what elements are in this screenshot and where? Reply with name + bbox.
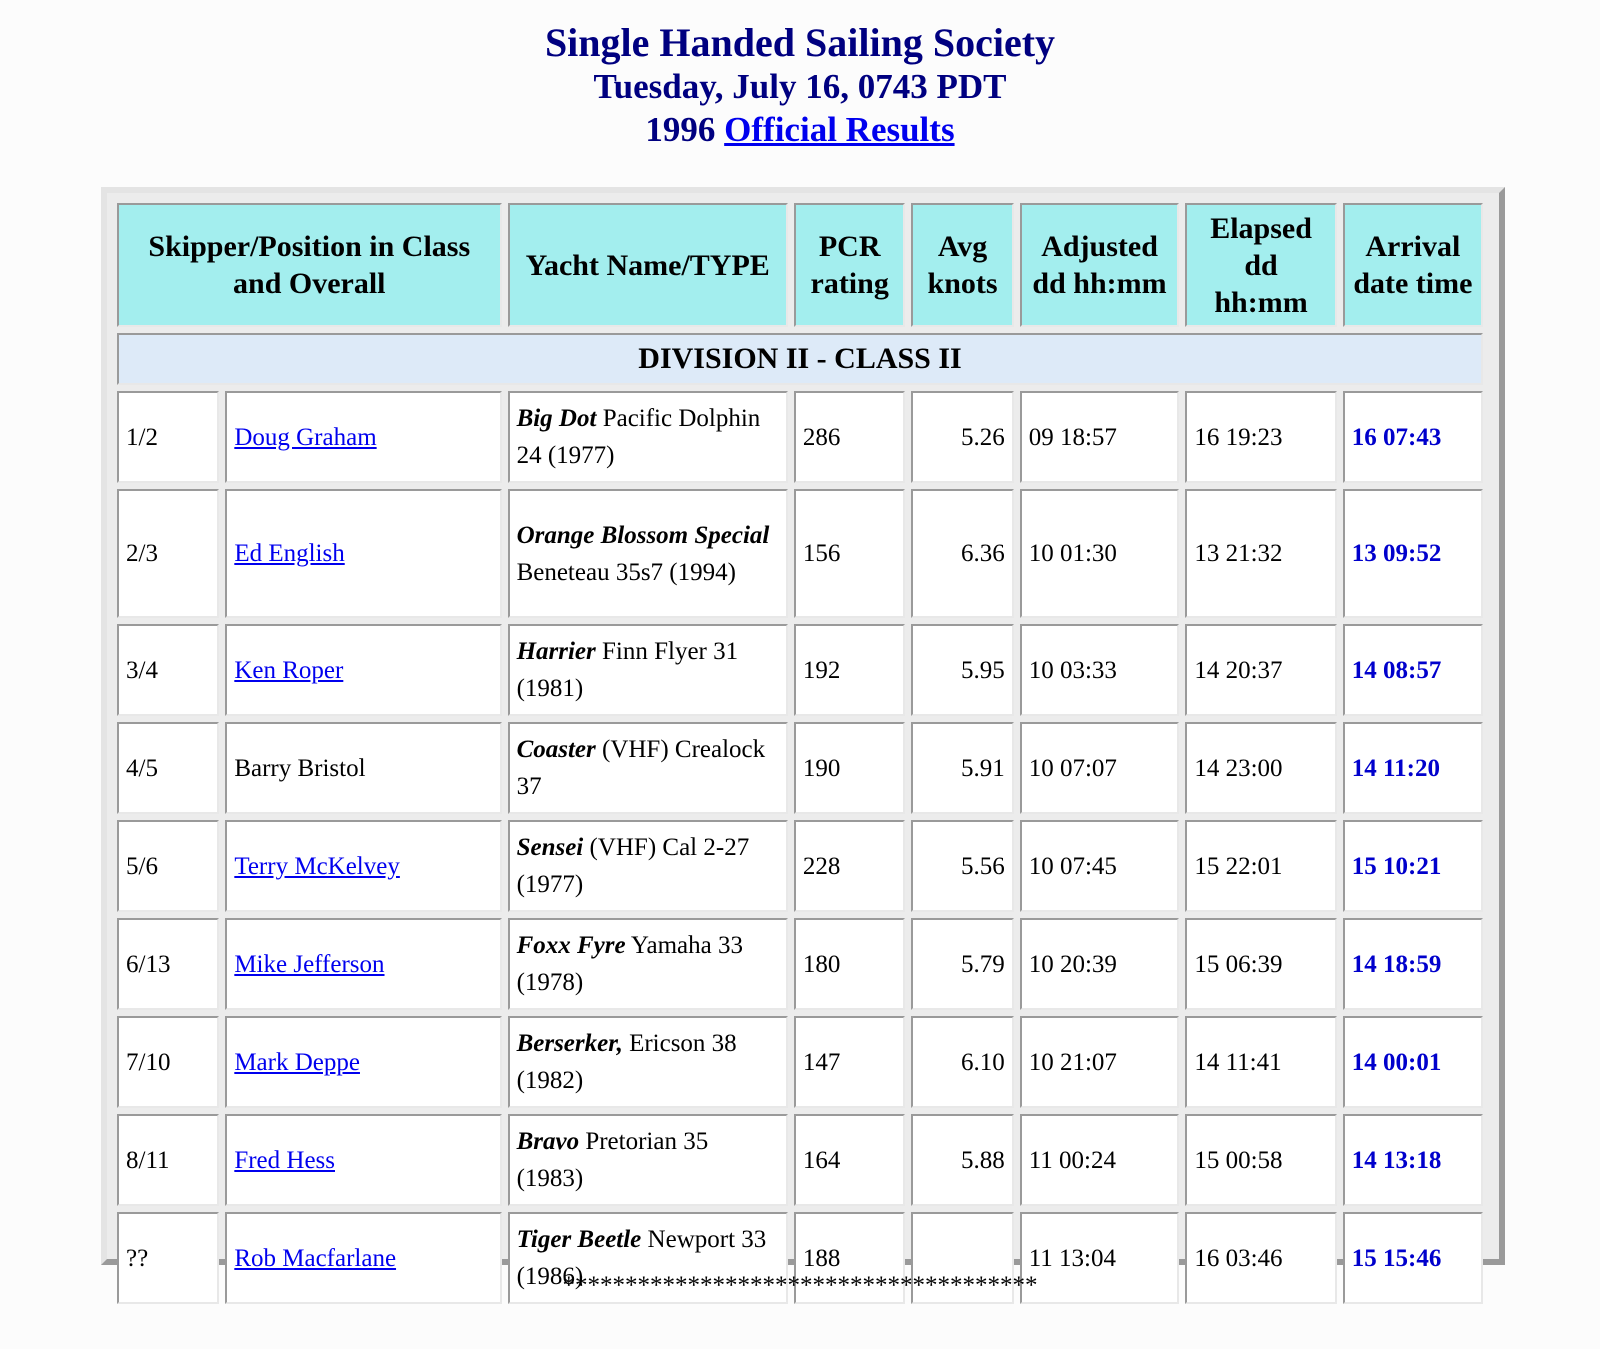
table-row	[117, 1016, 1483, 1108]
skipper-link[interactable]: Terry McKelvey	[234, 852, 400, 880]
position-cell: 7/10	[117, 1016, 219, 1108]
table-row	[117, 820, 1483, 912]
yacht-type: Pacific Dolphin 24 (1977)	[516, 405, 761, 469]
table-header-row	[117, 203, 1483, 327]
arrival-cell: 14 13:18	[1343, 1114, 1483, 1206]
division-label: DIVISION II - CLASS II	[117, 333, 1483, 385]
yacht-type: Ericson 38 (1982)	[516, 1030, 737, 1094]
skipper-name: Barry Bristol	[234, 754, 366, 782]
skipper-link[interactable]: Ken Roper	[234, 656, 344, 684]
position-cell: ??	[117, 1212, 219, 1304]
yacht-name: Foxx Fyre	[516, 932, 626, 959]
table-row	[117, 489, 1483, 618]
adjusted-cell: 10 01:30	[1020, 489, 1180, 618]
col-header-pcr: PCR rating	[794, 203, 906, 327]
knots-cell: 5.26	[911, 391, 1013, 483]
position-cell: 3/4	[117, 624, 219, 716]
arrival-cell: 16 07:43	[1343, 391, 1483, 483]
skipper-cell	[225, 722, 501, 814]
knots-cell: 5.56	[911, 820, 1013, 912]
yacht-cell	[508, 391, 788, 483]
elapsed-cell: 14 23:00	[1185, 722, 1336, 814]
position-cell: 4/5	[117, 722, 219, 814]
knots-cell: 5.88	[911, 1114, 1013, 1206]
adjusted-cell: 11 00:24	[1020, 1114, 1180, 1206]
skipper-cell	[225, 1114, 501, 1206]
knots-cell: 6.10	[911, 1016, 1013, 1108]
skipper-link[interactable]: Mike Jefferson	[234, 950, 385, 978]
yacht-name: Tiger Beetle	[516, 1226, 642, 1253]
position-cell: 1/2	[117, 391, 219, 483]
yacht-type: Newport 33 (1986)	[516, 1226, 767, 1290]
adjusted-cell: 10 07:07	[1020, 722, 1180, 814]
pcr-cell: 180	[794, 918, 906, 1010]
adjusted-cell: 10 03:33	[1020, 624, 1180, 716]
results-year: 1996	[645, 110, 716, 149]
yacht-name: Harrier	[516, 638, 596, 665]
arrival-cell: 13 09:52	[1343, 489, 1483, 618]
yacht-type: (VHF) Crealock 37	[516, 736, 766, 800]
results-line	[0, 108, 1600, 152]
elapsed-cell: 14 20:37	[1185, 624, 1336, 716]
table-row	[117, 391, 1483, 483]
yacht-cell	[508, 918, 788, 1010]
arrival-cell: 15 10:21	[1343, 820, 1483, 912]
pcr-cell: 192	[794, 624, 906, 716]
arrival-cell: 14 00:01	[1343, 1016, 1483, 1108]
position-cell: 2/3	[117, 489, 219, 618]
elapsed-cell: 16 03:46	[1185, 1212, 1336, 1304]
col-header-adjusted: Adjusted dd hh:mm	[1020, 203, 1180, 327]
table-row	[117, 624, 1483, 716]
pcr-cell: 147	[794, 1016, 906, 1108]
knots-cell: 5.79	[911, 918, 1013, 1010]
table-row	[117, 918, 1483, 1010]
arrival-cell: 14 11:20	[1343, 722, 1483, 814]
knots-cell: 6.36	[911, 489, 1013, 618]
skipper-cell	[225, 391, 501, 483]
page-header	[0, 0, 1600, 152]
yacht-cell	[508, 624, 788, 716]
yacht-cell	[508, 489, 788, 618]
date-line: Tuesday, July 16, 0743 PDT	[593, 67, 1007, 106]
skipper-link[interactable]: Ed English	[234, 540, 345, 567]
adjusted-cell: 09 18:57	[1020, 391, 1180, 483]
pcr-cell: 188	[794, 1212, 906, 1304]
position-cell: 5/6	[117, 820, 219, 912]
yacht-type: Finn Flyer 31 (1981)	[516, 638, 739, 702]
col-header-elapsed: Elapsed dd hh:mm	[1185, 203, 1336, 327]
footer-separator: **************************************	[562, 1272, 1038, 1299]
yacht-cell	[508, 722, 788, 814]
yacht-name: Berserker,	[516, 1030, 623, 1057]
adjusted-cell: 10 20:39	[1020, 918, 1180, 1010]
adjusted-cell: 11 13:04	[1020, 1212, 1180, 1304]
official-results-link[interactable]: Official Results	[724, 110, 955, 149]
elapsed-cell: 13 21:32	[1185, 489, 1336, 618]
yacht-type: Beneteau 35s7 (1994)	[516, 558, 736, 586]
position-cell: 6/13	[117, 918, 219, 1010]
skipper-link[interactable]: Doug Graham	[234, 423, 377, 451]
yacht-name: Sensei	[516, 834, 584, 861]
pcr-cell: 228	[794, 820, 906, 912]
knots-cell: 5.95	[911, 624, 1013, 716]
elapsed-cell: 16 19:23	[1185, 391, 1336, 483]
arrival-cell: 14 08:57	[1343, 624, 1483, 716]
skipper-cell	[225, 624, 501, 716]
adjusted-cell: 10 07:45	[1020, 820, 1180, 912]
skipper-cell	[225, 489, 501, 618]
arrival-cell: 15 15:46	[1343, 1212, 1483, 1304]
skipper-link[interactable]: Mark Deppe	[234, 1048, 360, 1076]
skipper-cell	[225, 918, 501, 1010]
arrival-cell: 14 18:59	[1343, 918, 1483, 1010]
skipper-link[interactable]: Fred Hess	[234, 1146, 335, 1174]
col-header-knots: Avg knots	[911, 203, 1013, 327]
knots-cell: 5.91	[911, 722, 1013, 814]
table-row	[117, 1114, 1483, 1206]
skipper-link[interactable]: Rob Macfarlane	[234, 1244, 397, 1272]
yacht-type: Pretorian 35 (1983)	[516, 1128, 709, 1192]
skipper-cell	[225, 1016, 501, 1108]
yacht-cell	[508, 820, 788, 912]
yacht-name: Bravo	[516, 1128, 580, 1155]
results-table	[111, 197, 1489, 1310]
yacht-name: Big Dot	[516, 405, 597, 432]
yacht-name: Orange Blossom Special	[516, 521, 770, 549]
yacht-type: (VHF) Cal 2-27 (1977)	[516, 834, 750, 898]
pcr-cell: 286	[794, 391, 906, 483]
table-row	[117, 722, 1483, 814]
elapsed-cell: 15 06:39	[1185, 918, 1336, 1010]
adjusted-cell: 10 21:07	[1020, 1016, 1180, 1108]
pcr-cell: 164	[794, 1114, 906, 1206]
elapsed-cell: 15 22:01	[1185, 820, 1336, 912]
yacht-name: Coaster	[516, 736, 596, 763]
yacht-cell	[508, 1016, 788, 1108]
elapsed-cell: 15 00:58	[1185, 1114, 1336, 1206]
results-table-frame	[101, 187, 1505, 1290]
page-title: Single Handed Sailing Society	[544, 20, 1056, 65]
position-cell: 8/11	[117, 1114, 219, 1206]
division-row	[117, 333, 1483, 385]
skipper-cell	[225, 820, 501, 912]
pcr-cell: 156	[794, 489, 906, 618]
pcr-cell: 190	[794, 722, 906, 814]
yacht-cell	[508, 1114, 788, 1206]
elapsed-cell: 14 11:41	[1185, 1016, 1336, 1108]
col-header-arrival: Arrival date time	[1343, 203, 1483, 327]
col-header-yacht: Yacht Name/TYPE	[508, 203, 788, 327]
col-header-skipper: Skipper/Position in Class and Overall	[117, 203, 502, 327]
yacht-type: Yamaha 33 (1978)	[516, 932, 743, 996]
